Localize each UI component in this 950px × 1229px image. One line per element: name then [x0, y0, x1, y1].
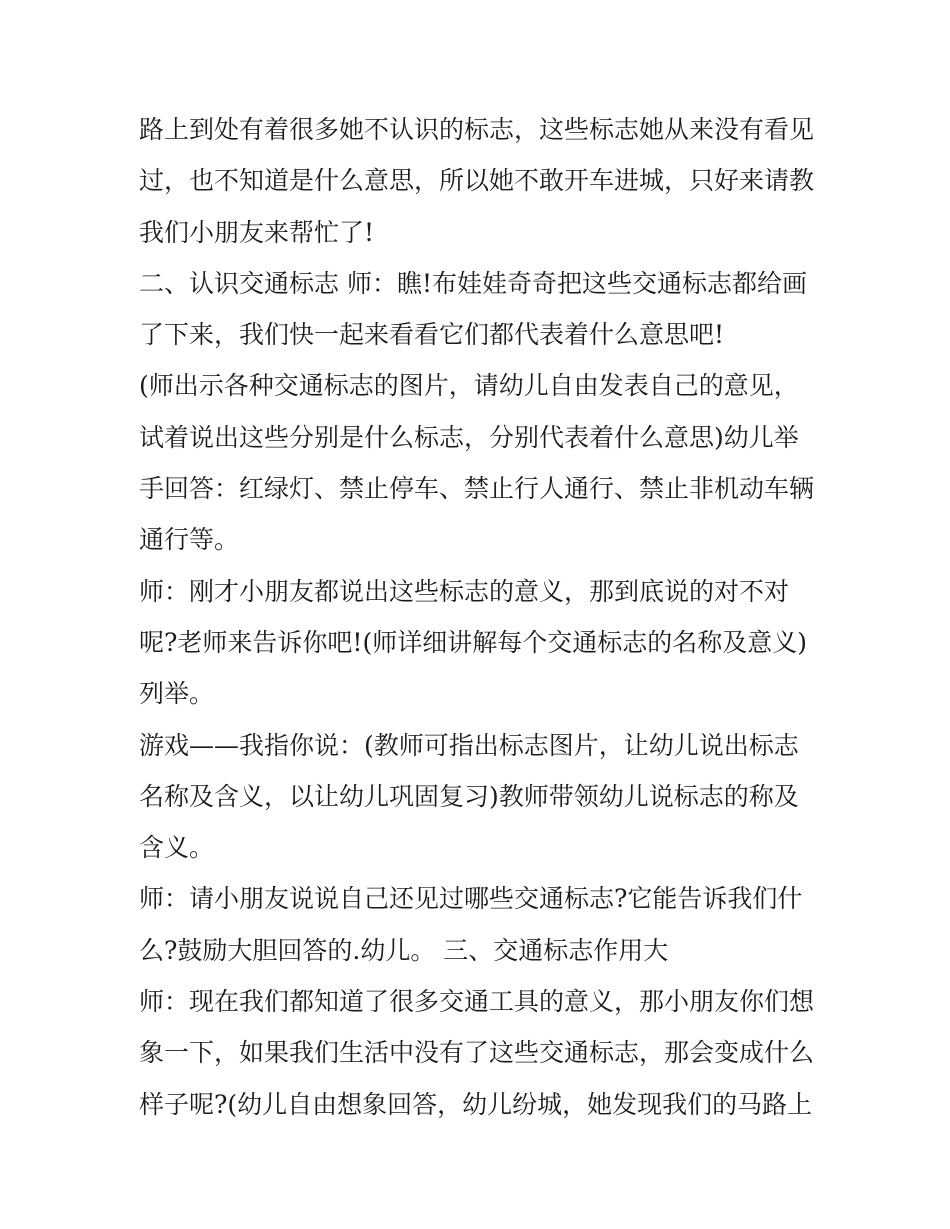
- document-body: [139, 104, 819, 1130]
- text-line: 路上到处有着很多她不认识的标志，这些标志她从来没有看见: [139, 115, 815, 144]
- text-line: 呢?老师来告诉你吧!(师详细讲解每个交通标志的名称及意义): [139, 627, 807, 657]
- text-line: 了下来，我们快一起来看看它们都代表着什么意思吧!: [139, 320, 725, 350]
- text-line: 师：现在我们都知道了很多交通工具的意义，那小朋友你们想: [139, 987, 815, 1017]
- text-line: 我们小朋友来帮忙了!: [139, 217, 375, 247]
- text-line: 二、认识交通标志 师：瞧!布娃娃奇奇把这些交通标志都给画: [139, 268, 807, 298]
- text-line: 师：请小朋友说说自己还见过哪些交通标志?它能告诉我们什: [139, 884, 803, 914]
- text-line: (师出示各种交通标志的图片，请幼儿自由发表自己的意见，: [139, 371, 799, 401]
- text-line: 试着说出这些分别是什么标志，分别代表着什么意思)幼儿举: [139, 422, 799, 452]
- text-line: 游戏——我指你说：(教师可指出标志图片，让幼儿说出标志: [139, 730, 799, 760]
- text-line: 名称及含义，以让幼儿巩固复习)教师带领幼儿说标志的称及: [139, 781, 799, 811]
- text-line: 么?鼓励大胆回答的.幼儿。 三、交通标志作用大: [139, 935, 669, 965]
- text-line: 象一下，如果我们生活中没有了这些交通标志，那会变成什么: [139, 1038, 815, 1068]
- text-line: 过，也不知道是什么意思，所以她不敢开车进城，只好来请教: [139, 166, 815, 196]
- text-line: 含义。: [139, 833, 215, 863]
- text-line: 样子呢?(幼儿自由想象回答，幼儿纷城，她发现我们的马路上: [139, 1089, 813, 1119]
- text-line: 列举。: [139, 679, 215, 709]
- text-line: 师：刚才小朋友都说出这些标志的意义，那到底说的对不对: [139, 576, 790, 606]
- text-line: 手回答：红绿灯、禁止停车、禁止行人通行、禁止非机动车辆: [139, 474, 815, 504]
- text-line: 通行等。: [139, 525, 240, 555]
